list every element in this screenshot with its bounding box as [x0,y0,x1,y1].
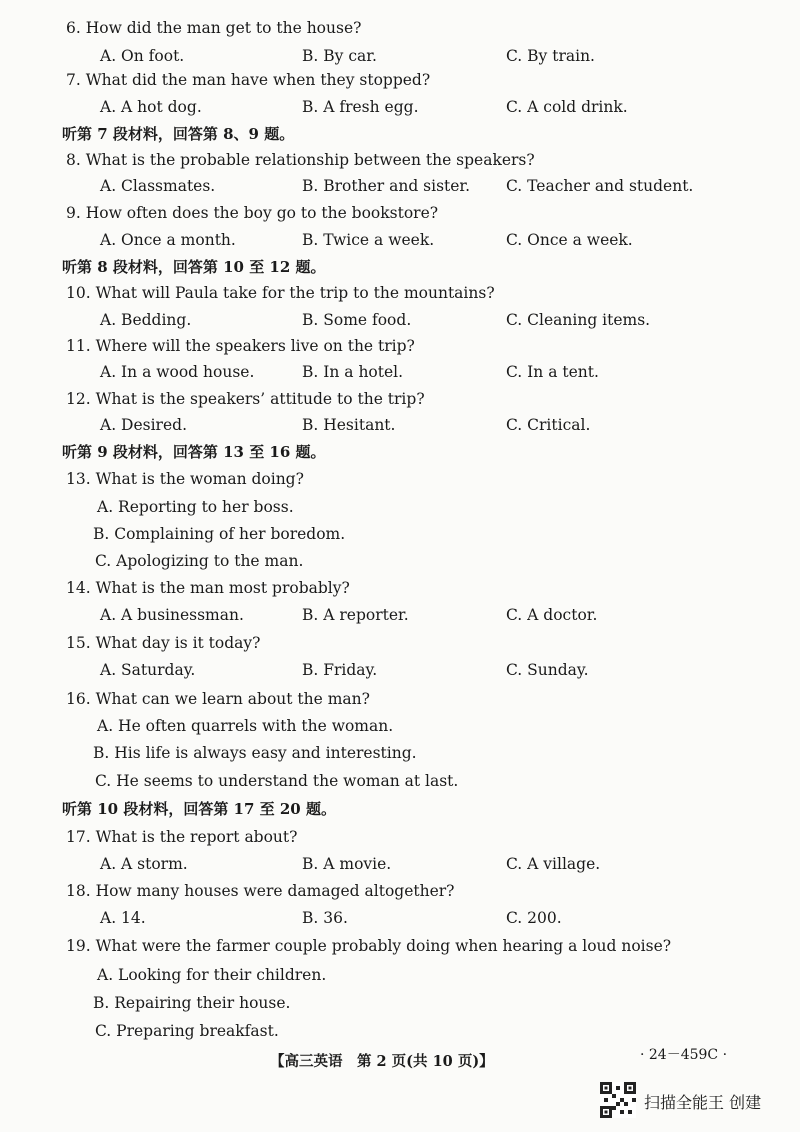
answer-option: B. His life is always easy and interesting. [93,744,417,762]
option-a: A. Bedding. [100,311,192,329]
question-stem: 9. How often does the boy go to the bookstore? [66,204,439,222]
question-stem: 7. What did the man have when they stopped? [66,71,431,89]
page-footer: 【高三英语 第 2 页(共 10 页)】 [270,1053,494,1070]
section-instruction: 听第 7 段材料，回答第 8、9 题。 [62,125,295,143]
question-stem: 10. What will Paula take for the trip to the mountains? [66,284,495,302]
answer-option: B. Complaining of her boredom. [93,525,346,543]
option-a: A. Classmates. [100,177,216,195]
question-stem: 11. Where will the speakers live on the trip? [66,337,415,355]
option-a: A. A storm. [100,855,188,873]
section-instruction: 听第 9 段材料，回答第 13 至 16 题。 [62,443,326,461]
option-a: A. Desired. [100,416,187,434]
option-c: C. Sunday. [506,661,589,679]
option-c: C. A doctor. [506,606,598,624]
answer-option: C. Preparing breakfast. [95,1022,279,1040]
section-instruction: 听第 8 段材料，回答第 10 至 12 题。 [62,258,326,276]
option-c: C. Critical. [506,416,591,434]
answer-option: A. Reporting to her boss. [97,498,294,516]
section-instruction: 听第 10 段材料，回答第 17 至 20 题。 [62,800,336,818]
option-a: A. On foot. [100,47,185,65]
question-stem: 13. What is the woman doing? [66,470,304,488]
option-b: B. 36. [302,909,348,927]
option-a: A. 14. [100,909,146,927]
option-b: B. Friday. [302,661,378,679]
answer-option: A. He often quarrels with the woman. [97,717,394,735]
option-b: B. Twice a week. [302,231,435,249]
option-b: B. In a hotel. [302,363,404,381]
answer-option: C. He seems to understand the woman at last. [95,772,459,790]
option-a: A. In a wood house. [100,363,255,381]
option-c: C. Cleaning items. [506,311,651,329]
option-a: A. A businessman. [100,606,244,624]
answer-option: B. Repairing their house. [93,994,291,1012]
option-b: B. Some food. [302,311,412,329]
question-stem: 12. What is the speakers’ attitude to the trip? [66,390,425,408]
question-stem: 8. What is the probable relationship between the speakers? [66,151,535,169]
option-c: C. In a tent. [506,363,599,381]
question-stem: 16. What can we learn about the man? [66,690,370,708]
answer-option: C. Apologizing to the man. [95,552,304,570]
option-b: B. By car. [302,47,377,65]
scanner-watermark: 扫描全能王 创建 [644,1093,762,1112]
answer-option: A. Looking for their children. [97,966,327,984]
option-c: C. 200. [506,909,562,927]
option-c: C. By train. [506,47,595,65]
question-stem: 17. What is the report about? [66,828,298,846]
option-a: A. Once a month. [100,231,236,249]
option-b: B. A fresh egg. [302,98,419,116]
question-stem: 6. How did the man get to the house? [66,19,362,37]
option-a: A. A hot dog. [100,98,202,116]
option-a: A. Saturday. [100,661,196,679]
option-c: C. A cold drink. [506,98,628,116]
option-b: B. A reporter. [302,606,409,624]
option-c: C. Once a week. [506,231,633,249]
question-stem: 19. What were the farmer couple probably doing when hearing a loud noise? [66,937,672,955]
option-b: B. Brother and sister. [302,177,471,195]
question-stem: 18. How many houses were damaged altogether? [66,882,455,900]
option-c: C. Teacher and student. [506,177,694,195]
option-b: B. A movie. [302,855,392,873]
question-stem: 15. What day is it today? [66,634,261,652]
question-stem: 14. What is the man most probably? [66,579,350,597]
option-b: B. Hesitant. [302,416,396,434]
qr-code-icon [600,1082,636,1118]
paper-code: · 24－459C · [640,1047,728,1063]
option-c: C. A village. [506,855,601,873]
